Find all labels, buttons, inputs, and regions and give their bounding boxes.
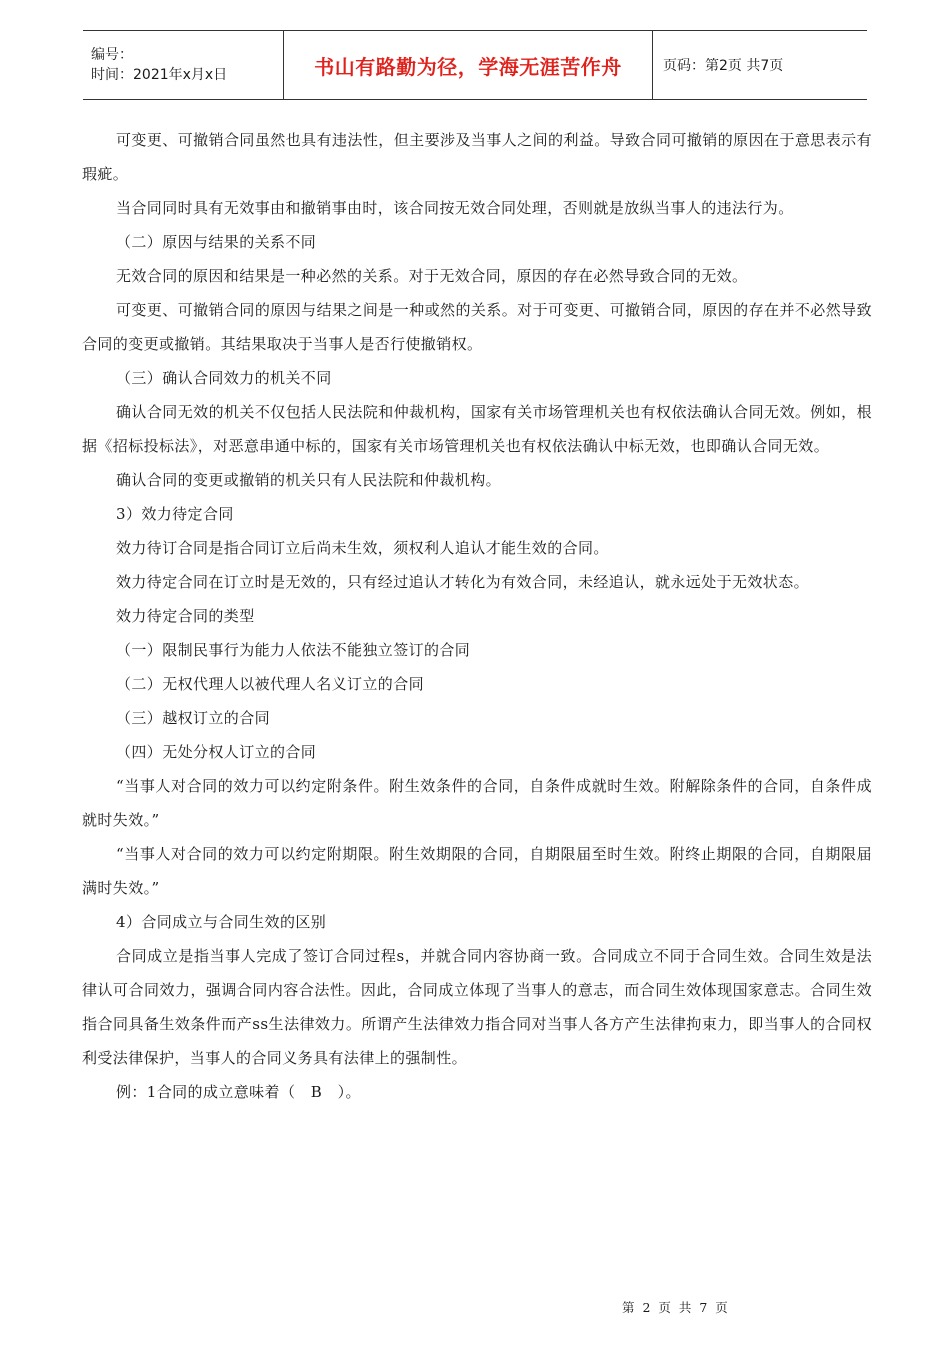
paragraph: 确认合同无效的机关不仅包括人民法院和仲裁机构，国家有关市场管理机关也有权依法确认合同无效。例如，根据《招标投标法》，对恶意串通中标的，国家有关市场管理机关也有权依法确认中标无效，也即确认合同无效。 xyxy=(82,403,872,455)
paragraph: 当合同同时具有无效事由和撤销事由时，该合同按无效合同处理，否则就是放纵当事人的违法行为。 xyxy=(116,199,794,217)
section-heading: 4）合同成立与合同生效的区别 xyxy=(116,913,327,931)
quote-paragraph: “当事人对合同的效力可以约定附条件。附生效条件的合同，自条件成就时生效。附解除条件的合同，自条件成就时失效。” xyxy=(82,777,872,829)
header-page-cell xyxy=(653,31,867,99)
header-motto: 书山有路勤为径，学海无涯苦作舟 xyxy=(314,54,622,79)
list-item: （一）限制民事行为能力人依法不能独立签订的合同 xyxy=(116,641,471,659)
document-number-label: 编号： xyxy=(91,47,133,63)
paragraph: 可变更、可撤销合同虽然也具有违法性，但主要涉及当事人之间的利益。导致合同可撤销的原因在于意思表示有瑕疵。 xyxy=(82,131,872,183)
section-heading: （二）原因与结果的关系不同 xyxy=(116,233,317,251)
list-item: （二）无权代理人以被代理人名义订立的合同 xyxy=(116,675,425,693)
document-body xyxy=(82,123,872,1109)
list-item: （三）越权订立的合同 xyxy=(116,709,271,727)
header-motto-cell xyxy=(283,31,653,99)
example-question: 例：1合同的成立意味着（ B ）。 xyxy=(116,1083,361,1101)
quote-paragraph: “当事人对合同的效力可以约定附期限。附生效期限的合同，自期限届至时生效。附终止期限的合同，自期限届满时失效。” xyxy=(82,845,872,897)
paragraph: 合同成立是指当事人完成了签订合同过程s，并就合同内容协商一致。合同成立不同于合同生效。合同生效是法律认可合同效力，强调合同内容合法性。因此，合同成立体现了当事人的意志，而合同生效体现国家意志。合同生效指合同具备生效条件而产ss生法律效力。所谓产生法律效力指合同对当事人各方产生法律拘束力，即当事人的合同权利受法律保护，当事人的合同义务具有法律上的强制性。 xyxy=(82,947,872,1067)
section-heading: （三）确认合同效力的机关不同 xyxy=(116,369,332,387)
document-time-label: 时间：2021年x月x日 xyxy=(91,67,228,83)
header-meta xyxy=(83,31,283,99)
header-page-label: 页码：第2页 共7页 xyxy=(663,58,784,74)
section-heading: 效力待定合同的类型 xyxy=(116,607,255,625)
section-heading: 3）效力待定合同 xyxy=(116,505,234,523)
paragraph: 无效合同的原因和结果是一种必然的关系。对于无效合同，原因的存在必然导致合同的无效。 xyxy=(116,267,748,285)
page-footer: 第 2 页 共 7 页 xyxy=(622,1300,730,1315)
paragraph: 效力待定合同在订立时是无效的，只有经过追认才转化为有效合同，未经追认，就永远处于无效状态。 xyxy=(116,573,810,591)
page-header xyxy=(83,30,867,100)
paragraph: 可变更、可撤销合同的原因与结果之间是一种或然的关系。对于可变更、可撤销合同，原因的存在并不必然导致合同的变更或撤销。其结果取决于当事人是否行使撤销权。 xyxy=(82,301,872,353)
paragraph: 确认合同的变更或撤销的机关只有人民法院和仲裁机构。 xyxy=(116,471,502,489)
paragraph: 效力待订合同是指合同订立后尚未生效，须权利人追认才能生效的合同。 xyxy=(116,539,609,557)
list-item: （四）无处分权人订立的合同 xyxy=(116,743,317,761)
